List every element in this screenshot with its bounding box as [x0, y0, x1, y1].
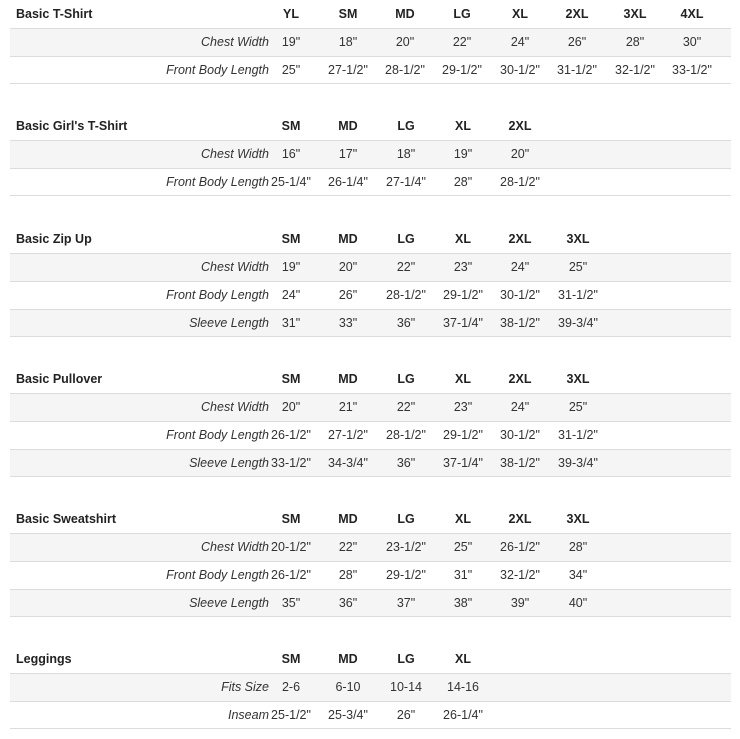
measurement-value: 28" — [568, 540, 588, 554]
measurement-value: 30" — [682, 35, 702, 49]
size-chart-title: Basic Girl's T-Shirt — [16, 119, 128, 133]
size-header-sm: SM — [338, 7, 358, 21]
measurement-value: 23" — [453, 260, 473, 274]
measurement-value: 22" — [452, 35, 472, 49]
size-chart-basic-t-shirt — [10, 0, 731, 84]
size-chart-header — [10, 0, 731, 28]
size-header-md: MD — [338, 372, 358, 386]
size-chart-title: Basic Zip Up — [16, 232, 92, 246]
size-header-lg: LG — [397, 232, 415, 246]
measurement-label: Fits Size — [221, 680, 269, 694]
measurement-value: 34-3/4" — [328, 456, 368, 470]
measurement-label: Sleeve Length — [189, 316, 269, 330]
size-header-sm: SM — [281, 372, 301, 386]
measurement-label: Chest Width — [201, 35, 269, 49]
measurement-value: 19" — [281, 35, 301, 49]
measurement-value: 16" — [281, 147, 301, 161]
size-chart-leggings — [10, 645, 731, 729]
size-chart-title: Basic T-Shirt — [16, 7, 93, 21]
measurement-value: 26-1/2" — [271, 428, 311, 442]
measurement-row-chest-width — [10, 253, 731, 281]
measurement-row-inseam — [10, 701, 731, 729]
measurement-value: 33-1/2" — [672, 63, 712, 77]
measurement-value: 33-1/2" — [271, 456, 311, 470]
measurement-value: 22" — [338, 540, 358, 554]
measurement-value: 40" — [568, 596, 588, 610]
size-chart-basic-sweatshirt — [10, 505, 731, 617]
measurement-value: 25-1/2" — [271, 708, 311, 722]
size-header-4xl: 4XL — [680, 7, 704, 21]
measurement-value: 25" — [568, 260, 588, 274]
size-header-xl: XL — [455, 119, 471, 133]
measurement-label: Inseam — [228, 708, 269, 722]
size-header-2xl: 2XL — [565, 7, 589, 21]
size-header-xl: XL — [455, 232, 471, 246]
size-chart-title: Basic Pullover — [16, 372, 103, 386]
size-header-lg: LG — [397, 119, 415, 133]
measurement-value: 26" — [567, 35, 587, 49]
size-header-lg: LG — [397, 512, 415, 526]
size-header-lg: LG — [397, 372, 415, 386]
size-header-sm: SM — [281, 119, 301, 133]
measurement-value: 38" — [453, 596, 473, 610]
size-chart-header — [10, 112, 731, 140]
measurement-value: 20" — [395, 35, 415, 49]
measurement-value: 31-1/2" — [557, 63, 597, 77]
measurement-value: 20-1/2" — [271, 540, 311, 554]
measurement-value: 27-1/2" — [328, 428, 368, 442]
measurement-value: 30-1/2" — [500, 428, 540, 442]
measurement-row-chest-width — [10, 140, 731, 168]
measurement-value: 27-1/4" — [386, 175, 426, 189]
size-header-3xl: 3XL — [623, 7, 647, 21]
measurement-value: 20" — [338, 260, 358, 274]
measurement-label: Chest Width — [201, 400, 269, 414]
measurement-label: Front Body Length — [166, 288, 269, 302]
measurement-value: 22" — [396, 260, 416, 274]
measurement-value: 17" — [338, 147, 358, 161]
measurement-value: 28" — [338, 568, 358, 582]
size-chart-header — [10, 365, 731, 393]
size-header-xl: XL — [512, 7, 528, 21]
size-header-md: MD — [338, 232, 358, 246]
measurement-value: 27-1/2" — [328, 63, 368, 77]
measurement-row-sleeve-length — [10, 449, 731, 477]
measurement-value: 30-1/2" — [500, 63, 540, 77]
size-header-md: MD — [338, 512, 358, 526]
size-header-lg: LG — [453, 7, 471, 21]
measurement-value: 10-14 — [390, 680, 422, 694]
measurement-value: 28" — [453, 175, 473, 189]
measurement-label: Front Body Length — [166, 428, 269, 442]
measurement-value: 28" — [625, 35, 645, 49]
measurement-value: 24" — [510, 35, 530, 49]
measurement-value: 24" — [510, 400, 530, 414]
measurement-value: 26" — [338, 288, 358, 302]
size-chart-basic-zip-up — [10, 225, 731, 337]
measurement-row-chest-width — [10, 533, 731, 561]
measurement-value: 20" — [281, 400, 301, 414]
measurement-value: 25-1/4" — [271, 175, 311, 189]
measurement-value: 22" — [396, 400, 416, 414]
size-header-2xl: 2XL — [508, 512, 532, 526]
measurement-value: 39" — [510, 596, 530, 610]
measurement-value: 26-1/4" — [443, 708, 483, 722]
measurement-value: 31-1/2" — [558, 428, 598, 442]
measurement-value: 33" — [338, 316, 358, 330]
measurement-row-front-body-length — [10, 561, 731, 589]
measurement-row-front-body-length — [10, 56, 731, 84]
size-header-xl: XL — [455, 512, 471, 526]
measurement-value: 35" — [281, 596, 301, 610]
measurement-row-sleeve-length — [10, 309, 731, 337]
size-header-3xl: 3XL — [566, 372, 590, 386]
measurement-row-chest-width — [10, 393, 731, 421]
size-header-sm: SM — [281, 652, 301, 666]
size-header-md: MD — [338, 652, 358, 666]
measurement-row-sleeve-length — [10, 589, 731, 617]
size-header-3xl: 3XL — [566, 512, 590, 526]
measurement-value: 6-10 — [335, 680, 361, 694]
size-header-yl: YL — [283, 7, 299, 21]
measurement-value: 29-1/2" — [443, 428, 483, 442]
size-header-2xl: 2XL — [508, 119, 532, 133]
measurement-row-chest-width — [10, 28, 731, 56]
size-chart-title: Basic Sweatshirt — [16, 512, 117, 526]
measurement-value: 28-1/2" — [500, 175, 540, 189]
size-chart-header — [10, 505, 731, 533]
size-header-sm: SM — [281, 232, 301, 246]
size-chart-basic-girl-s-t-shirt — [10, 112, 731, 196]
measurement-value: 25" — [568, 400, 588, 414]
measurement-label: Front Body Length — [166, 63, 269, 77]
measurement-label: Sleeve Length — [189, 456, 269, 470]
measurement-value: 19" — [281, 260, 301, 274]
measurement-value: 25" — [281, 63, 301, 77]
measurement-value: 29-1/2" — [386, 568, 426, 582]
measurement-value: 25" — [453, 540, 473, 554]
measurement-value: 39-3/4" — [558, 316, 598, 330]
measurement-value: 2-6 — [281, 680, 301, 694]
measurement-value: 30-1/2" — [500, 288, 540, 302]
measurement-value: 31-1/2" — [558, 288, 598, 302]
size-header-lg: LG — [397, 652, 415, 666]
measurement-value: 36" — [338, 596, 358, 610]
size-header-md: MD — [338, 119, 358, 133]
measurement-label: Chest Width — [201, 540, 269, 554]
measurement-row-fits-size — [10, 673, 731, 701]
measurement-value: 25-3/4" — [328, 708, 368, 722]
measurement-value: 39-3/4" — [558, 456, 598, 470]
measurement-value: 21" — [338, 400, 358, 414]
measurement-value: 26-1/4" — [328, 175, 368, 189]
measurement-label: Chest Width — [201, 147, 269, 161]
measurement-row-front-body-length — [10, 281, 731, 309]
measurement-value: 31" — [281, 316, 301, 330]
size-header-md: MD — [395, 7, 415, 21]
measurement-value: 36" — [396, 316, 416, 330]
measurement-value: 29-1/2" — [442, 63, 482, 77]
measurement-value: 32-1/2" — [615, 63, 655, 77]
measurement-value: 37-1/4" — [443, 316, 483, 330]
measurement-value: 38-1/2" — [500, 316, 540, 330]
size-header-sm: SM — [281, 512, 301, 526]
measurement-row-front-body-length — [10, 168, 731, 196]
measurement-value: 23" — [453, 400, 473, 414]
measurement-value: 29-1/2" — [443, 288, 483, 302]
measurement-value: 38-1/2" — [500, 456, 540, 470]
measurement-label: Front Body Length — [166, 175, 269, 189]
size-chart-title: Leggings — [16, 652, 72, 666]
measurement-value: 37-1/4" — [443, 456, 483, 470]
size-header-3xl: 3XL — [566, 232, 590, 246]
measurement-value: 26" — [396, 708, 416, 722]
measurement-value: 32-1/2" — [500, 568, 540, 582]
size-header-2xl: 2XL — [508, 372, 532, 386]
measurement-value: 36" — [396, 456, 416, 470]
measurement-value: 37" — [396, 596, 416, 610]
measurement-value: 28-1/2" — [386, 288, 426, 302]
size-chart-header — [10, 645, 731, 673]
size-chart-basic-pullover — [10, 365, 731, 477]
measurement-label: Sleeve Length — [189, 596, 269, 610]
measurement-value: 26-1/2" — [500, 540, 540, 554]
measurement-value: 20" — [510, 147, 530, 161]
measurement-value: 23-1/2" — [386, 540, 426, 554]
size-header-xl: XL — [455, 372, 471, 386]
measurement-label: Chest Width — [201, 260, 269, 274]
size-header-2xl: 2XL — [508, 232, 532, 246]
measurement-value: 28-1/2" — [385, 63, 425, 77]
measurement-value: 24" — [510, 260, 530, 274]
measurement-value: 14-16 — [447, 680, 479, 694]
measurement-value: 26-1/2" — [271, 568, 311, 582]
measurement-value: 31" — [453, 568, 473, 582]
measurement-value: 24" — [281, 288, 301, 302]
measurement-value: 28-1/2" — [386, 428, 426, 442]
size-header-xl: XL — [455, 652, 471, 666]
measurement-label: Front Body Length — [166, 568, 269, 582]
measurement-row-front-body-length — [10, 421, 731, 449]
measurement-value: 18" — [396, 147, 416, 161]
measurement-value: 19" — [453, 147, 473, 161]
size-chart-header — [10, 225, 731, 253]
measurement-value: 34" — [568, 568, 588, 582]
measurement-value: 18" — [338, 35, 358, 49]
